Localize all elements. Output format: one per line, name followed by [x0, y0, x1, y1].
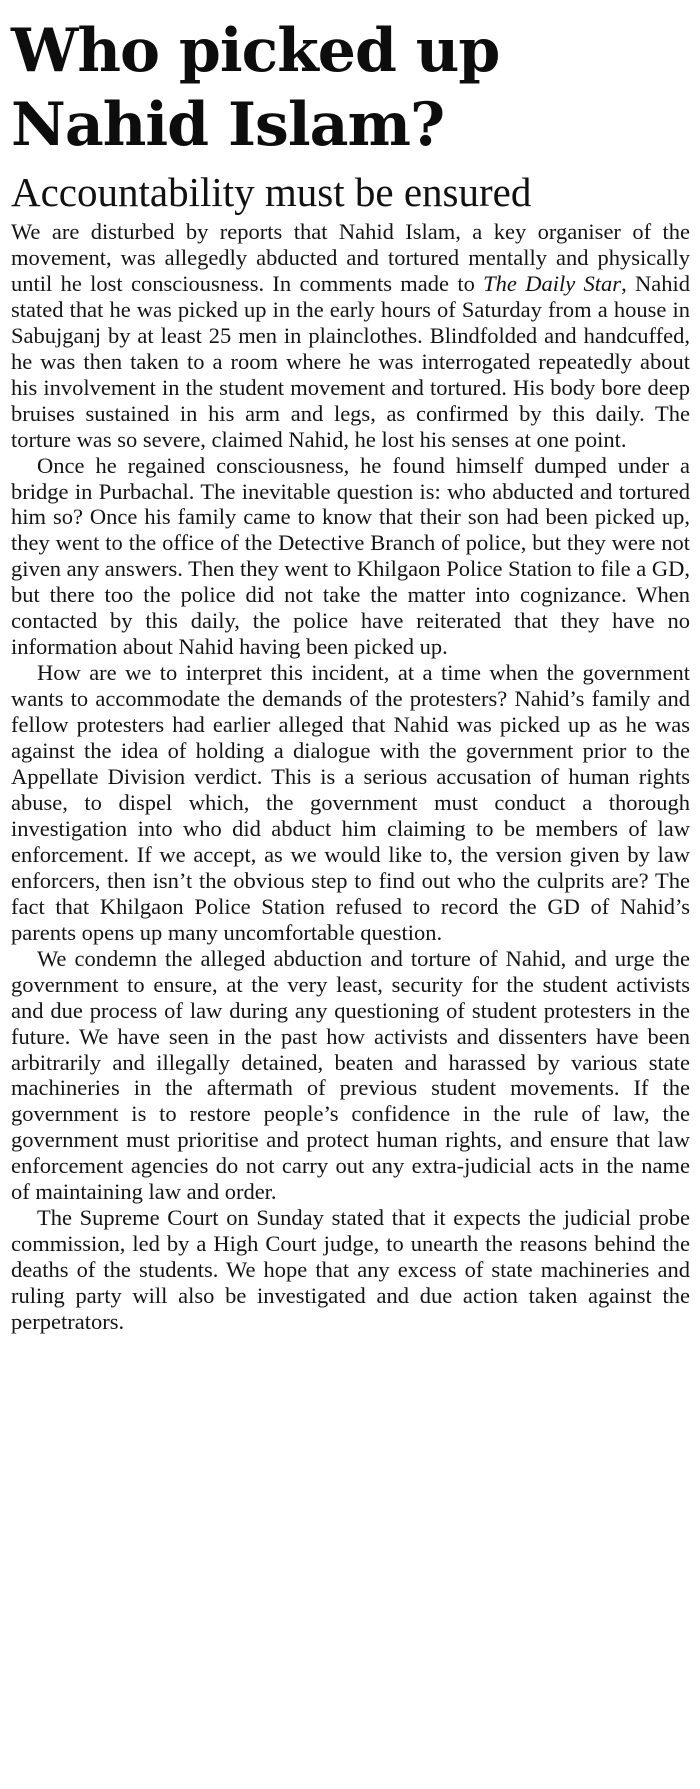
paragraph-5: The Supreme Court on Sunday stated that it expects the judicial probe commission, led by a High Court judge, to unearth the reasons behind the deaths of the students. We hope that any excess of state machineries and ruling party will also be investigated and due action taken against the perpetrators.	[11, 1205, 690, 1335]
paragraph-4: We condemn the alleged abduction and torture of Nahid, and urge the government to ensure, at the very least, security for the student activists and due process of law during any questioning of student protesters in the future. We have seen in the past how activists and dissenters have been arbitrarily and illegally detained, beaten and harassed by various state machineries in the aftermath of previous student movements. If the government is to restore people’s confidence in the rule of law, the government must prioritise and protect human rights, and ensure that law enforcement agencies do not carry out any extra-judicial acts in the name of maintaining law and order.	[11, 945, 690, 1205]
paragraph-1-after: , Nahid stated that he was picked up in the early hours of Saturday from a house in Sabujganj by at least 25 men in plainclothes. Blindfolded and handcuffed, he was then taken to a room where he was interrogated repeatedly about his involvement in the student movement and tortured. His body bore deep bruises sustained in his arm and legs, as confirmed by this daily. The torture was so severe, claimed Nahid, he lost his senses at one point.	[11, 270, 690, 452]
article-body	[11, 219, 690, 1335]
paragraph-1-before: We are disturbed by reports that Nahid Islam, a key organiser of the movement, was allegedly abducted and tortured mentally and physically until he lost consciousness. In comments made to	[11, 219, 690, 296]
headline-line-2: Nahid Islam?	[11, 90, 445, 160]
paragraph-1	[11, 219, 690, 453]
subheadline: Accountability must be ensured	[11, 169, 532, 215]
publication-name: The Daily Star	[483, 270, 622, 296]
paragraph-2: Once he regained consciousness, he found himself dumped under a bridge in Purbachal. The inevitable question is: who abducted and tortured him so? Once his family came to know that their son had been picked up, they went to the office of the Detective Branch of police, but they were not given any answers. Then they went to Khilgaon Police Station to file a GD, but there too the police did not take the matter into cognizance. When contacted by this daily, the police have reiterated that they have no information about Nahid having been picked up.	[11, 452, 690, 660]
editorial-article	[11, 14, 690, 1335]
paragraph-3: How are we to interpret this incident, at a time when the government wants to accommodate the demands of the protesters? Nahid’s family and fellow protesters had earlier alleged that Nahid was picked up as he was against the idea of holding a dialogue with the government prior to the Appellate Division verdict. This is a serious accusation of human rights abuse, to dispel which, the government must conduct a thorough investigation into who did abduct him claiming to be members of law enforcement. If we accept, as we would like to, the version given by law enforcers, then isn’t the obvious step to find out who the culprits are? The fact that Khilgaon Police Station refused to record the GD of Nahid’s parents opens up many uncomfortable question.	[11, 660, 690, 945]
headline	[11, 14, 690, 162]
headline-line-1: Who picked up	[11, 16, 500, 86]
